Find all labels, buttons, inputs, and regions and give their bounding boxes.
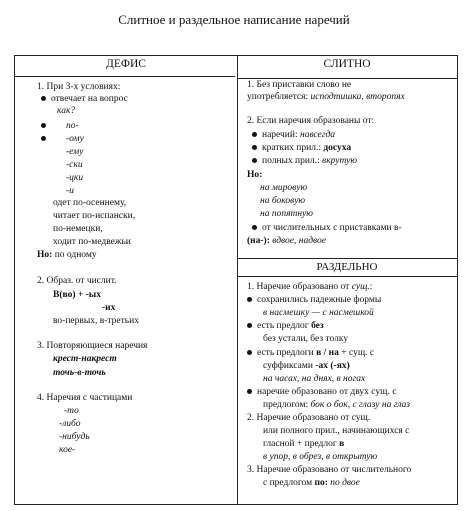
bullet-icon xyxy=(41,136,46,141)
right-text: есть предлоги xyxy=(257,348,317,358)
right-bullet xyxy=(247,387,396,399)
right-text: : xyxy=(369,282,373,292)
bullet-icon xyxy=(247,350,252,355)
right-text: (на-): xyxy=(247,236,273,246)
right-text: -ах (-ях) xyxy=(315,361,350,371)
left-text: -то xyxy=(64,406,79,416)
left-text: Но: xyxy=(37,250,53,260)
bullet-icon xyxy=(247,297,252,302)
left-text: по-немецки, xyxy=(53,224,103,234)
right-text: или полного прил., начинающихся с xyxy=(263,426,410,436)
right-text: в xyxy=(339,439,345,449)
right-text: суффиксами xyxy=(263,361,316,371)
right-bullet xyxy=(247,295,381,307)
left-text: В(во) + -ых xyxy=(53,290,101,300)
header-divider-left xyxy=(15,76,235,77)
left-text xyxy=(37,250,97,262)
left-bullet xyxy=(41,94,128,106)
right-bottom-rule-2: 2. Наречие образовано от сущ. xyxy=(247,413,371,423)
right-text xyxy=(247,92,405,104)
right-text: на боковую xyxy=(260,196,306,206)
page-title: Слитное и раздельное написание наречий xyxy=(118,12,350,27)
left-text: по одному xyxy=(52,250,97,260)
right-text: наречие образовано от двух сущ. с xyxy=(257,387,397,397)
left-rule-3: 3. Повторяющиеся наречия xyxy=(37,341,148,351)
right-text: досуха xyxy=(323,143,352,153)
bullet-icon xyxy=(252,145,257,150)
left-bullet xyxy=(41,121,79,133)
left-text: крест-накрест xyxy=(53,354,117,364)
right-text: в / на xyxy=(316,348,339,358)
column-divider xyxy=(237,56,238,504)
left-text: как? xyxy=(57,106,76,116)
right-text: с предлогом xyxy=(263,478,315,488)
left-text: точь-в-точь xyxy=(53,368,106,378)
right-text xyxy=(263,400,410,412)
right-text: в насмешку — с насмешкой xyxy=(263,308,374,318)
right-text: на часах, на днях, в ногах xyxy=(263,374,366,384)
bullet-icon xyxy=(247,323,252,328)
right-text: Но: xyxy=(247,170,263,180)
left-text: отвечает на вопрос xyxy=(51,94,128,104)
left-text: -либо xyxy=(59,419,81,429)
left-text: ходит по-медвежьи xyxy=(53,237,131,247)
right-text: есть предлог xyxy=(257,321,312,331)
right-text: на попятную xyxy=(260,209,313,219)
right-text: на мировую xyxy=(260,183,308,193)
rules-table xyxy=(14,55,458,505)
right-text: гласной + предлог xyxy=(263,439,340,449)
header-together: СЛИТНО xyxy=(323,58,371,70)
header-separate: РАЗДЕЛЬНО xyxy=(316,261,378,273)
left-text: -нибудь xyxy=(59,432,90,442)
right-bullet xyxy=(247,348,374,360)
header-divider-right xyxy=(237,78,457,79)
right-bullet xyxy=(252,130,335,142)
right-text xyxy=(263,478,360,490)
right-text: полных прил.: xyxy=(262,156,323,166)
left-text: -и xyxy=(66,186,74,196)
section-header-divider xyxy=(237,276,457,277)
right-text xyxy=(247,236,326,248)
left-rule-4: 4. Наречия с частицами xyxy=(37,393,133,403)
bullet-icon xyxy=(41,96,46,101)
right-text: в упор, в обрез, в открытую xyxy=(263,452,378,462)
left-text: во-первых, в-третьих xyxy=(53,316,139,326)
right-text: бок о бок, с глазу на глаз xyxy=(310,400,411,410)
right-bullet xyxy=(252,143,351,155)
right-text: вкрутую xyxy=(322,156,358,166)
bullet-icon xyxy=(252,132,257,137)
right-text: без устали, без толку xyxy=(263,334,349,344)
right-text: наречий: xyxy=(262,130,300,140)
right-text: 1. Наречие образовано от xyxy=(247,282,352,292)
right-text xyxy=(263,439,344,451)
left-text: одет по-осеннему, xyxy=(53,198,127,208)
right-text: кратких прил.: xyxy=(262,143,324,153)
left-text: кое- xyxy=(59,445,76,455)
right-text: навсегда xyxy=(300,130,336,140)
left-text: -ски xyxy=(66,160,83,170)
right-text: + сущ. с xyxy=(338,348,375,358)
right-text: употребляется: xyxy=(247,92,311,102)
right-text: сущ. xyxy=(351,282,370,292)
left-bullet xyxy=(41,134,84,146)
left-rule-2: 2. Образ. от числит. xyxy=(37,276,117,286)
right-bullet xyxy=(252,223,402,235)
bullet-icon xyxy=(252,158,257,163)
left-text: читает по-испански, xyxy=(53,211,136,221)
right-text: предлогом: xyxy=(263,400,311,410)
left-text: -их xyxy=(102,303,116,313)
right-text xyxy=(263,361,350,373)
right-text: от числительных с приставками в- xyxy=(262,223,402,233)
left-text: -цки xyxy=(66,173,84,183)
right-bullet xyxy=(247,321,324,333)
left-text: -ому xyxy=(66,134,84,144)
right-rule-2: 2. Если наречия образованы от: xyxy=(247,116,375,126)
header-hyphen: ДЕФИС xyxy=(106,58,146,70)
right-text: по: xyxy=(314,478,331,488)
right-bullet xyxy=(252,156,357,168)
right-text: сохранились падежные формы xyxy=(257,295,382,305)
right-rule-1: 1. Без приставки слово не xyxy=(247,80,352,90)
right-text: вдвое, надвое xyxy=(272,236,326,246)
right-text: по двое xyxy=(330,478,360,488)
bullet-icon xyxy=(252,225,257,230)
left-text: -ему xyxy=(66,147,84,157)
section-divider xyxy=(237,258,457,259)
right-text: исподтишка, второпях xyxy=(310,92,405,102)
right-bottom-rule-1 xyxy=(247,282,372,294)
right-bottom-rule-3: 3. Наречие образовано от числительного xyxy=(247,465,412,475)
bullet-icon xyxy=(41,123,46,128)
bullet-icon xyxy=(247,389,252,394)
left-rule-1: 1. При 3-х условиях: xyxy=(37,82,121,92)
left-text: по- xyxy=(66,121,79,131)
right-text: без xyxy=(311,321,324,331)
